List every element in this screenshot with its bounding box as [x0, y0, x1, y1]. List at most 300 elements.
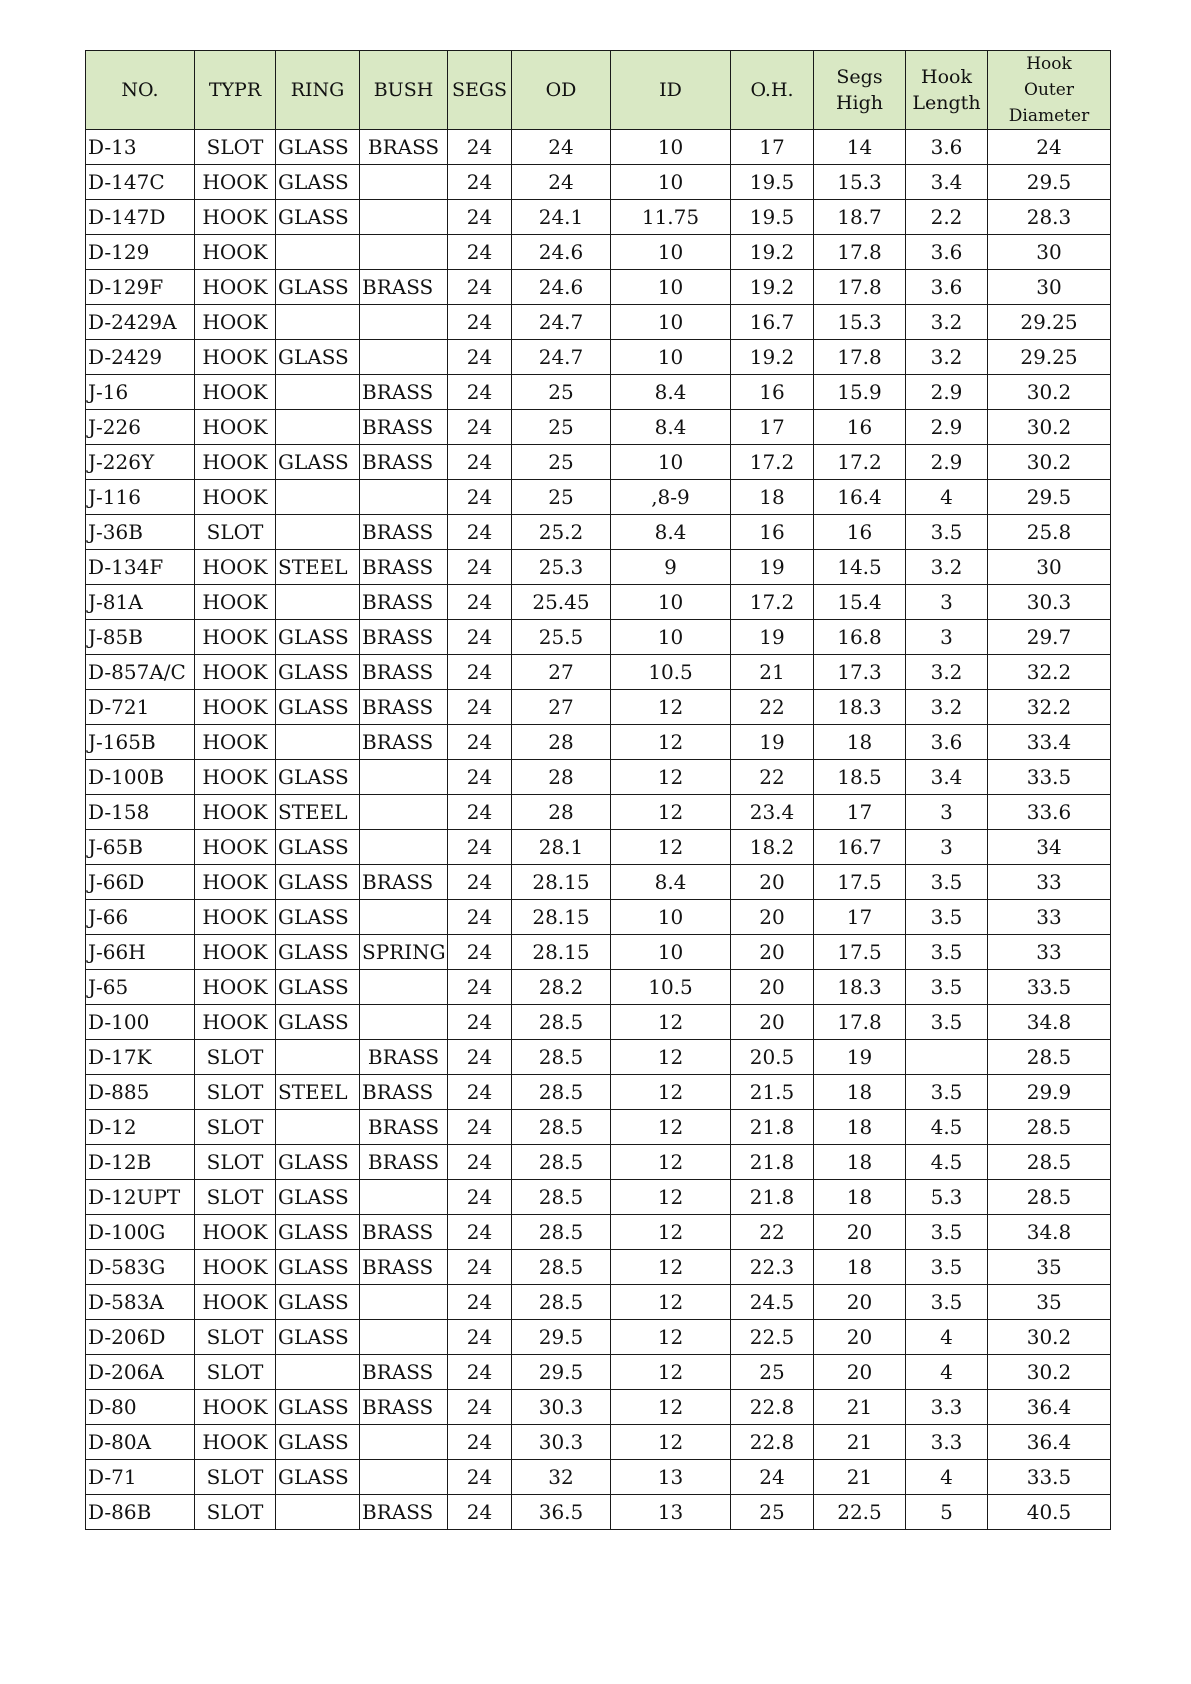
cell-typr: HOOK [195, 935, 276, 970]
cell-ring [276, 725, 360, 760]
cell-id: 12 [611, 1425, 731, 1460]
table-row [86, 1110, 1111, 1145]
table-row [86, 480, 1111, 515]
cell-no: D-17K [86, 1040, 195, 1075]
cell-no: J-66H [86, 935, 195, 970]
cell-od: 28.5 [512, 1005, 611, 1040]
cell-hook-outer-diameter: 29.9 [988, 1075, 1111, 1110]
cell-no: D-583G [86, 1250, 195, 1285]
cell-bush [360, 305, 448, 340]
cell-hook-outer-diameter: 28.3 [988, 200, 1111, 235]
cell-bush: BRASS [360, 1250, 448, 1285]
cell-no: D-13 [86, 130, 195, 165]
table-row [86, 305, 1111, 340]
cell-od: 28.5 [512, 1250, 611, 1285]
cell-oh: 17 [731, 130, 814, 165]
cell-id: 10 [611, 900, 731, 935]
cell-segs-high: 18 [814, 1145, 906, 1180]
cell-hook-length: 3.2 [906, 690, 988, 725]
cell-ring [276, 375, 360, 410]
cell-ring: GLASS [276, 1285, 360, 1320]
cell-ring: STEEL [276, 795, 360, 830]
cell-hook-length: 2.9 [906, 445, 988, 480]
cell-typr: SLOT [195, 1320, 276, 1355]
cell-od: 25.45 [512, 585, 611, 620]
table-row [86, 1005, 1111, 1040]
cell-bush [360, 1425, 448, 1460]
cell-od: 25.5 [512, 620, 611, 655]
table-body [86, 130, 1111, 1530]
cell-hook-length: 3.5 [906, 1285, 988, 1320]
cell-oh: 22 [731, 690, 814, 725]
cell-od: 24 [512, 165, 611, 200]
cell-id: 10.5 [611, 655, 731, 690]
cell-segs: 24 [448, 970, 512, 1005]
cell-segs: 24 [448, 620, 512, 655]
cell-oh: 21.8 [731, 1180, 814, 1215]
header-ring: RING [276, 51, 360, 130]
cell-hook-outer-diameter: 28.5 [988, 1145, 1111, 1180]
cell-id: 12 [611, 1320, 731, 1355]
cell-id: 12 [611, 795, 731, 830]
cell-ring: STEEL [276, 550, 360, 585]
cell-hook-outer-diameter: 29.5 [988, 480, 1111, 515]
cell-segs-high: 17.5 [814, 865, 906, 900]
cell-oh: 25 [731, 1355, 814, 1390]
cell-od: 24.6 [512, 270, 611, 305]
cell-od: 29.5 [512, 1355, 611, 1390]
cell-segs: 24 [448, 795, 512, 830]
cell-typr: SLOT [195, 1040, 276, 1075]
cell-segs-high: 21 [814, 1425, 906, 1460]
cell-ring [276, 480, 360, 515]
cell-id: 10.5 [611, 970, 731, 1005]
cell-od: 28.5 [512, 1110, 611, 1145]
cell-segs-high: 18 [814, 1180, 906, 1215]
cell-ring: GLASS [276, 200, 360, 235]
cell-oh: 21.8 [731, 1145, 814, 1180]
cell-hook-outer-diameter: 30.2 [988, 1320, 1111, 1355]
cell-hook-outer-diameter: 35 [988, 1285, 1111, 1320]
cell-hook-outer-diameter: 34 [988, 830, 1111, 865]
cell-bush: BRASS [360, 1145, 448, 1180]
cell-segs: 24 [448, 900, 512, 935]
cell-segs-high: 15.9 [814, 375, 906, 410]
table-row [86, 725, 1111, 760]
cell-typr: SLOT [195, 1075, 276, 1110]
cell-oh: 22.8 [731, 1425, 814, 1460]
cell-hook-outer-diameter: 36.4 [988, 1425, 1111, 1460]
cell-od: 28 [512, 760, 611, 795]
cell-typr: HOOK [195, 1215, 276, 1250]
cell-ring: GLASS [276, 970, 360, 1005]
cell-bush: BRASS [360, 130, 448, 165]
cell-segs: 24 [448, 1110, 512, 1145]
cell-no: D-80A [86, 1425, 195, 1460]
cell-typr: HOOK [195, 830, 276, 865]
header-bush: BUSH [360, 51, 448, 130]
cell-segs: 24 [448, 1355, 512, 1390]
cell-oh: 16.7 [731, 305, 814, 340]
cell-bush [360, 830, 448, 865]
cell-segs: 24 [448, 830, 512, 865]
table-row [86, 1180, 1111, 1215]
cell-id: 12 [611, 830, 731, 865]
cell-oh: 23.4 [731, 795, 814, 830]
cell-bush: BRASS [360, 585, 448, 620]
cell-od: 24.1 [512, 200, 611, 235]
cell-no: D-2429A [86, 305, 195, 340]
cell-od: 24 [512, 130, 611, 165]
cell-hook-length: 4.5 [906, 1145, 988, 1180]
cell-oh: 22.3 [731, 1250, 814, 1285]
cell-bush [360, 480, 448, 515]
cell-no: D-147D [86, 200, 195, 235]
cell-od: 28.15 [512, 865, 611, 900]
cell-ring: GLASS [276, 1390, 360, 1425]
cell-od: 24.7 [512, 305, 611, 340]
cell-segs: 24 [448, 1460, 512, 1495]
cell-od: 25 [512, 375, 611, 410]
cell-typr: HOOK [195, 1250, 276, 1285]
cell-od: 36.5 [512, 1495, 611, 1530]
table-row [86, 760, 1111, 795]
cell-id: 10 [611, 935, 731, 970]
table-row [86, 795, 1111, 830]
cell-od: 27 [512, 690, 611, 725]
cell-bush: BRASS [360, 515, 448, 550]
cell-typr: SLOT [195, 1460, 276, 1495]
cell-typr: SLOT [195, 1495, 276, 1530]
cell-bush: BRASS [360, 690, 448, 725]
cell-hook-outer-diameter: 30.2 [988, 445, 1111, 480]
cell-no: D-129 [86, 235, 195, 270]
cell-typr: SLOT [195, 1180, 276, 1215]
cell-ring [276, 410, 360, 445]
cell-hook-length: 4 [906, 1320, 988, 1355]
cell-ring: GLASS [276, 1320, 360, 1355]
cell-no: D-12UPT [86, 1180, 195, 1215]
cell-oh: 17.2 [731, 585, 814, 620]
cell-no: J-226 [86, 410, 195, 445]
cell-id: 10 [611, 235, 731, 270]
cell-segs: 24 [448, 480, 512, 515]
cell-segs-high: 15.4 [814, 585, 906, 620]
cell-segs-high: 17.8 [814, 1005, 906, 1040]
header-hook-outer-diameter: Hook Outer Diameter [988, 51, 1111, 130]
table-row [86, 410, 1111, 445]
cell-id: 12 [611, 725, 731, 760]
cell-segs-high: 17.5 [814, 935, 906, 970]
cell-segs: 24 [448, 1425, 512, 1460]
table-row [86, 1145, 1111, 1180]
cell-no: D-129F [86, 270, 195, 305]
cell-ring [276, 1495, 360, 1530]
cell-hook-length: 3.4 [906, 760, 988, 795]
cell-no: D-100B [86, 760, 195, 795]
cell-od: 32 [512, 1460, 611, 1495]
cell-od: 28.5 [512, 1075, 611, 1110]
cell-hook-outer-diameter: 33.4 [988, 725, 1111, 760]
cell-hook-outer-diameter: 32.2 [988, 655, 1111, 690]
cell-segs-high: 14.5 [814, 550, 906, 585]
cell-no: D-71 [86, 1460, 195, 1495]
cell-hook-outer-diameter: 30.2 [988, 375, 1111, 410]
cell-hook-length: 3 [906, 795, 988, 830]
cell-segs-high: 17.8 [814, 235, 906, 270]
cell-hook-length: 3.2 [906, 550, 988, 585]
cell-hook-length: 3.2 [906, 305, 988, 340]
cell-no: D-583A [86, 1285, 195, 1320]
cell-segs: 24 [448, 1285, 512, 1320]
cell-id: 10 [611, 585, 731, 620]
cell-od: 24.6 [512, 235, 611, 270]
cell-od: 25 [512, 445, 611, 480]
cell-ring: GLASS [276, 935, 360, 970]
cell-hook-outer-diameter: 28.5 [988, 1040, 1111, 1075]
table-row [86, 1040, 1111, 1075]
cell-no: D-885 [86, 1075, 195, 1110]
cell-no: D-100 [86, 1005, 195, 1040]
cell-bush [360, 1285, 448, 1320]
table-row [86, 550, 1111, 585]
cell-ring [276, 235, 360, 270]
cell-hook-outer-diameter: 33.5 [988, 1460, 1111, 1495]
cell-hook-outer-diameter: 25.8 [988, 515, 1111, 550]
cell-oh: 17.2 [731, 445, 814, 480]
cell-hook-outer-diameter: 33 [988, 865, 1111, 900]
cell-bush [360, 235, 448, 270]
cell-typr: HOOK [195, 655, 276, 690]
cell-hook-length: 3.2 [906, 655, 988, 690]
cell-hook-length: 3.5 [906, 970, 988, 1005]
cell-hook-length: 2.9 [906, 410, 988, 445]
cell-typr: SLOT [195, 1145, 276, 1180]
cell-hook-length: 3.6 [906, 270, 988, 305]
cell-typr: HOOK [195, 410, 276, 445]
cell-ring: GLASS [276, 1460, 360, 1495]
cell-oh: 22 [731, 760, 814, 795]
cell-hook-outer-diameter: 32.2 [988, 690, 1111, 725]
cell-typr: HOOK [195, 760, 276, 795]
cell-no: J-226Y [86, 445, 195, 480]
cell-hook-length: 3.6 [906, 235, 988, 270]
cell-oh: 20 [731, 900, 814, 935]
header-hook-length: Hook Length [906, 51, 988, 130]
cell-hook-outer-diameter: 28.5 [988, 1110, 1111, 1145]
header-segs-high: Segs High [814, 51, 906, 130]
cell-id: 12 [611, 1180, 731, 1215]
cell-no: J-165B [86, 725, 195, 760]
table-row [86, 130, 1111, 165]
cell-segs-high: 18 [814, 1110, 906, 1145]
cell-od: 28.5 [512, 1285, 611, 1320]
cell-hook-length: 3.5 [906, 1215, 988, 1250]
cell-typr: HOOK [195, 235, 276, 270]
cell-id: 12 [611, 1355, 731, 1390]
cell-segs-high: 17.8 [814, 270, 906, 305]
cell-id: 12 [611, 1250, 731, 1285]
cell-id: 10 [611, 445, 731, 480]
cell-id: 12 [611, 1145, 731, 1180]
cell-bush: BRASS [360, 1215, 448, 1250]
cell-no: J-66D [86, 865, 195, 900]
cell-segs-high: 20 [814, 1355, 906, 1390]
table-row [86, 620, 1111, 655]
cell-segs: 24 [448, 1075, 512, 1110]
cell-id: 10 [611, 620, 731, 655]
cell-segs-high: 16 [814, 515, 906, 550]
cell-hook-outer-diameter: 30 [988, 235, 1111, 270]
cell-oh: 19.2 [731, 235, 814, 270]
cell-hook-outer-diameter: 30.3 [988, 585, 1111, 620]
cell-id: 12 [611, 1215, 731, 1250]
cell-hook-length [906, 1040, 988, 1075]
cell-segs: 24 [448, 1215, 512, 1250]
cell-ring: GLASS [276, 1425, 360, 1460]
cell-segs: 24 [448, 655, 512, 690]
cell-ring: GLASS [276, 270, 360, 305]
cell-id: 13 [611, 1495, 731, 1530]
cell-hook-outer-diameter: 29.5 [988, 165, 1111, 200]
header-row [86, 51, 1111, 130]
cell-no: D-100G [86, 1215, 195, 1250]
cell-no: J-16 [86, 375, 195, 410]
cell-bush: BRASS [360, 725, 448, 760]
cell-oh: 19.2 [731, 270, 814, 305]
cell-ring: GLASS [276, 1250, 360, 1285]
cell-hook-length: 3.4 [906, 165, 988, 200]
header-oh: O.H. [731, 51, 814, 130]
header-od: OD [512, 51, 611, 130]
cell-typr: HOOK [195, 1390, 276, 1425]
cell-no: D-12 [86, 1110, 195, 1145]
table-row [86, 1250, 1111, 1285]
cell-oh: 21.5 [731, 1075, 814, 1110]
cell-hook-outer-diameter: 33.5 [988, 970, 1111, 1005]
cell-no: D-158 [86, 795, 195, 830]
cell-od: 28.5 [512, 1215, 611, 1250]
cell-segs: 24 [448, 935, 512, 970]
cell-ring [276, 1040, 360, 1075]
cell-hook-outer-diameter: 34.8 [988, 1215, 1111, 1250]
cell-no: J-65 [86, 970, 195, 1005]
table-row [86, 1215, 1111, 1250]
cell-segs-high: 17 [814, 900, 906, 935]
cell-oh: 20 [731, 865, 814, 900]
cell-hook-length: 3.6 [906, 130, 988, 165]
cell-ring [276, 585, 360, 620]
cell-segs-high: 18.3 [814, 690, 906, 725]
cell-oh: 22 [731, 1215, 814, 1250]
table-row [86, 865, 1111, 900]
cell-od: 28.5 [512, 1180, 611, 1215]
table-row [86, 830, 1111, 865]
table-row [86, 1285, 1111, 1320]
cell-segs-high: 17.8 [814, 340, 906, 375]
cell-segs-high: 20 [814, 1215, 906, 1250]
cell-oh: 22.8 [731, 1390, 814, 1425]
cell-no: D-80 [86, 1390, 195, 1425]
cell-oh: 19 [731, 620, 814, 655]
cell-bush [360, 1320, 448, 1355]
cell-hook-length: 3.5 [906, 900, 988, 935]
cell-od: 25.3 [512, 550, 611, 585]
table-row [86, 1425, 1111, 1460]
cell-oh: 20.5 [731, 1040, 814, 1075]
cell-ring: GLASS [276, 1180, 360, 1215]
table-row [86, 1495, 1111, 1530]
cell-id: 13 [611, 1460, 731, 1495]
cell-bush: BRASS [360, 270, 448, 305]
cell-hook-outer-diameter: 29.7 [988, 620, 1111, 655]
cell-ring: GLASS [276, 130, 360, 165]
cell-ring: GLASS [276, 445, 360, 480]
cell-hook-outer-diameter: 28.5 [988, 1180, 1111, 1215]
cell-typr: HOOK [195, 200, 276, 235]
cell-segs-high: 20 [814, 1320, 906, 1355]
cell-hook-outer-diameter: 30.2 [988, 1355, 1111, 1390]
cell-segs-high: 18 [814, 1250, 906, 1285]
cell-oh: 19.2 [731, 340, 814, 375]
table-row [86, 375, 1111, 410]
cell-hook-outer-diameter: 29.25 [988, 340, 1111, 375]
cell-segs: 24 [448, 235, 512, 270]
cell-id: 12 [611, 1005, 731, 1040]
cell-segs-high: 18.7 [814, 200, 906, 235]
cell-oh: 18.2 [731, 830, 814, 865]
commutator-spec-table [85, 50, 1111, 1530]
cell-hook-outer-diameter: 30.2 [988, 410, 1111, 445]
cell-id: 12 [611, 760, 731, 795]
table-row [86, 900, 1111, 935]
cell-segs-high: 15.3 [814, 305, 906, 340]
header-segs: SEGS [448, 51, 512, 130]
cell-hook-outer-diameter: 33.5 [988, 760, 1111, 795]
cell-bush: BRASS [360, 865, 448, 900]
cell-ring: GLASS [276, 165, 360, 200]
table-row [86, 585, 1111, 620]
cell-segs: 24 [448, 165, 512, 200]
table-row [86, 1355, 1111, 1390]
cell-ring: GLASS [276, 620, 360, 655]
cell-hook-outer-diameter: 33 [988, 900, 1111, 935]
cell-no: D-206D [86, 1320, 195, 1355]
cell-hook-length: 3.3 [906, 1425, 988, 1460]
cell-od: 27 [512, 655, 611, 690]
cell-hook-outer-diameter: 34.8 [988, 1005, 1111, 1040]
cell-segs-high: 16.7 [814, 830, 906, 865]
cell-oh: 21 [731, 655, 814, 690]
cell-segs-high: 22.5 [814, 1495, 906, 1530]
cell-od: 28.15 [512, 935, 611, 970]
header-typr: TYPR [195, 51, 276, 130]
cell-od: 28.5 [512, 1040, 611, 1075]
cell-segs: 24 [448, 130, 512, 165]
cell-ring: GLASS [276, 340, 360, 375]
cell-id: ,8-9 [611, 480, 731, 515]
cell-typr: HOOK [195, 1425, 276, 1460]
cell-segs-high: 17.2 [814, 445, 906, 480]
cell-hook-length: 3 [906, 585, 988, 620]
cell-hook-length: 3.5 [906, 515, 988, 550]
cell-ring: GLASS [276, 1215, 360, 1250]
cell-id: 11.75 [611, 200, 731, 235]
cell-segs-high: 17 [814, 795, 906, 830]
cell-od: 25.2 [512, 515, 611, 550]
cell-hook-length: 3.2 [906, 340, 988, 375]
table-row [86, 445, 1111, 480]
